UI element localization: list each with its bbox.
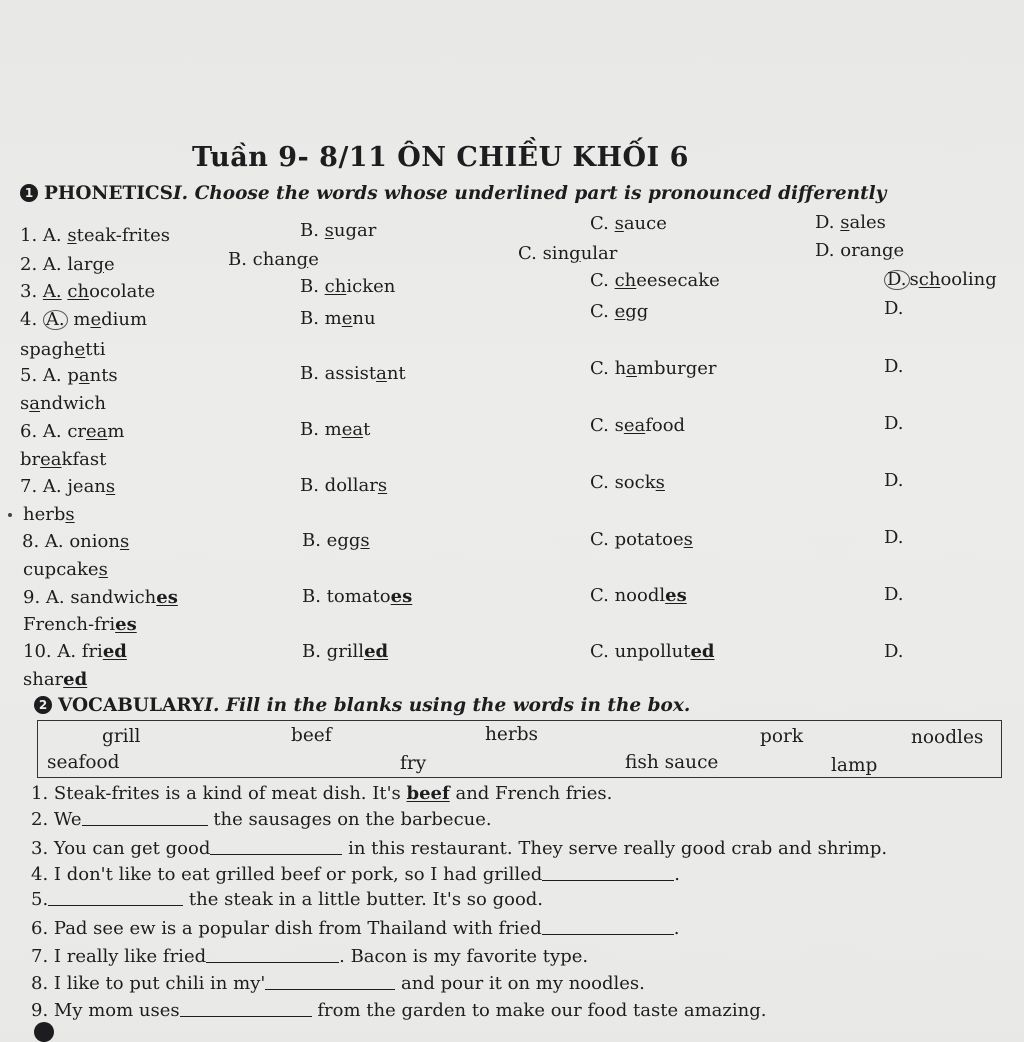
text-segment: g [882,240,894,261]
text-segment: from the garden to make our food taste amazing. [317,1000,767,1021]
text-segment: ndwich [39,393,106,414]
text-segment: 7. A. jean [20,476,106,497]
text-segment: B. tomato [302,586,391,607]
q6-option-d [20,449,106,470]
section-1-heading [20,183,886,204]
text-segment: 3. You can get good [31,838,211,859]
sentence-1-answer: beef [406,783,450,804]
q2-option-c [518,243,617,264]
text-segment: the steak in a little butter. It's so good. [188,889,544,910]
text-segment: e [74,339,86,360]
word-herbs: herbs [485,724,539,745]
text-segment: dium [101,309,148,330]
blank-3[interactable] [210,838,342,855]
q4-option-d-label: D. [884,298,904,319]
section-1-label: PHONETICS [44,183,174,204]
text-segment: g [569,243,581,264]
text-segment: 8. I like to put chili in my' [31,973,266,994]
blank-2[interactable] [82,809,208,826]
q1-option-b [300,220,376,241]
blank-4[interactable] [542,864,674,881]
text-segment: s [105,476,116,497]
answer-circle: D. [884,270,910,290]
text-segment: e [103,254,115,275]
q10-option-d [23,669,87,690]
q6-option-c [590,415,685,436]
q7-option-a [20,476,115,497]
q3-option-a [20,281,155,302]
text-segment: nu [352,308,376,329]
text-segment: s [614,213,624,234]
q8-option-d-label: D. [884,527,904,548]
text-segment: B. chan [228,249,297,270]
q10-option-d-label: D. [884,641,904,662]
text-segment: kfast [61,449,107,470]
sentence-2 [31,809,492,830]
text-segment: shar [23,669,64,690]
q2-option-d [815,240,904,261]
text-segment: ocolate [89,281,156,302]
q9-option-a [23,587,178,608]
text-segment: C. s [590,415,624,436]
word-box [37,720,1002,778]
q5-option-c [590,358,716,379]
text-segment: . [673,918,680,939]
sentence-8 [31,973,645,994]
text-segment: 9. My mom uses [31,1000,180,1021]
text-segment: ea [341,419,364,440]
sentence-4 [31,864,680,885]
text-segment: e [308,249,319,270]
section-2-badge: 2 [34,696,52,714]
word-beef: beef [291,725,332,746]
section-3-badge-cut [34,1022,54,1042]
text-segment: s [377,475,388,496]
q1-option-d [815,212,886,233]
q5-option-a [20,365,118,386]
text-segment: C. h [590,358,627,379]
text-segment: t [363,419,371,440]
section-1-instruction: I. Choose the words whose underlined part is pronounced differently [173,183,887,204]
q9-option-d-label: D. [884,584,904,605]
text-segment: s [840,212,850,233]
text-segment: e [893,240,905,261]
text-segment: C. potatoe [590,529,684,550]
q1-option-c [590,213,667,234]
q4-option-a [20,309,147,330]
blank-9[interactable] [180,1000,312,1017]
text-segment: e [614,301,626,322]
text-segment: C. unpollut [590,641,691,662]
text-segment: 2. We [31,809,82,830]
sentence-5 [31,889,543,910]
text-segment: m [107,421,125,442]
text-segment: 4. I don't like to eat grilled beef or pork, so I had grilled [31,864,543,885]
q3-option-c [590,270,720,291]
word-seafood: seafood [47,752,120,773]
sentence-7 [31,946,588,967]
text-segment: nt [386,363,406,384]
q2-option-a [20,254,115,275]
q6-option-d-label: D. [884,413,904,434]
text-segment: s [360,530,370,551]
q4-option-b [300,308,376,329]
section-2-instruction: I. Fill in the blanks using the words in the box. [204,695,691,716]
text-segment: s [67,225,77,246]
word-pork: pork [760,726,804,747]
text-segment: ch [67,281,90,302]
text-segment: s [683,529,693,550]
text-segment: a [376,363,387,384]
text-segment: nts [89,365,118,386]
text-segment: gg [625,301,649,322]
q10-option-c [590,641,715,662]
sentence-3 [31,838,887,859]
text-segment: ales [849,212,886,233]
word-lamp: lamp [831,755,878,776]
sentence-6 [31,918,679,939]
text-segment: icken [346,276,396,297]
q10-option-b [302,641,388,662]
text-segment: D. [815,212,841,233]
text-segment: es [156,587,178,608]
text-segment: eesecake [636,270,720,291]
q9-option-c [590,585,687,606]
word-grill: grill [102,726,141,747]
text-segment: B. [300,276,325,297]
text-segment: 6. Pad see ew is a popular dish from Thailand with fried [31,918,542,939]
text-segment: 10. A. fri [23,641,103,662]
text-segment: C. [590,270,615,291]
text-segment: the sausages on the barbecue. [213,809,492,830]
text-segment: French-fri [23,614,116,635]
q6-option-a [20,421,125,442]
text-segment: B. m [300,419,342,440]
text-segment: food [645,415,686,436]
q10-option-a [23,641,127,662]
text-segment: B. egg [302,530,361,551]
stray-dot [8,513,12,517]
text-segment: mburger [636,358,717,379]
blank-8[interactable] [265,973,395,990]
sentence-9 [31,1000,766,1021]
text-segment: cupcake [23,559,99,580]
text-segment: m [67,309,91,330]
answer-circle: A. [43,310,68,330]
blank-5[interactable] [48,889,183,906]
q4-option-d [20,339,106,360]
q1-option-a [20,225,170,246]
section-2-label: VOCABULARY [58,695,205,716]
q4-option-c [590,301,648,322]
text-segment: es [115,614,137,635]
text-segment: ea [86,421,108,442]
q7-option-d [23,504,75,525]
text-segment: and French fries. [449,783,613,804]
text-segment: C. [590,213,615,234]
text-segment: s [98,559,108,580]
sentence-1 [31,783,612,804]
q8-option-d [23,559,108,580]
text-segment: ea [623,415,646,436]
q8-option-a [22,531,129,552]
text-segment: es [665,585,687,606]
q5-option-d-label: D. [884,356,904,377]
text-segment: s [324,220,334,241]
text-segment: C. sin [518,243,570,264]
q8-option-b [302,530,370,551]
text-segment: ed [364,641,389,662]
text-segment: 1. Steak-frites is a kind of meat dish. It's [31,783,407,804]
text-segment: ch [614,270,637,291]
text-segment: a [29,393,40,414]
text-segment: A. [42,281,62,302]
text-segment: 4. [20,309,43,330]
text-segment: 5. [31,889,49,910]
page-title: Tuần 9- 8/11 ÔN CHIỀU KHỐI 6 [192,142,689,173]
q9-option-d [23,614,137,635]
q7-option-d-label: D. [884,470,904,491]
text-segment: spagh [20,339,75,360]
text-segment: ed [63,669,88,690]
section-1-badge: 1 [20,184,38,202]
word-fish-sauce: fish sauce [625,752,719,773]
text-segment: auce [623,213,667,234]
text-segment: e [90,309,102,330]
section-2-heading [34,695,690,716]
q7-option-c [590,472,665,493]
text-segment: B. grill [302,641,365,662]
text-segment: tti [85,339,106,360]
text-segment: . [674,864,680,885]
q8-option-c [590,529,693,550]
text-segment: ed [690,641,715,662]
text-segment: ugar [333,220,377,241]
text-segment: C. noodl [590,585,666,606]
q3-option-b [300,276,395,297]
text-segment: in this restaurant. They serve really good crab and shrimp. [348,838,888,859]
text-segment: B. m [300,308,342,329]
q3-option-d [884,269,997,290]
text-segment: teak-frites [76,225,171,246]
text-segment: ch [324,276,347,297]
text-segment: ular [580,243,618,264]
text-segment: s [65,504,75,525]
text-segment: C. [590,301,615,322]
text-segment: D. oran [815,240,882,261]
text-segment: ooling [940,269,997,290]
text-segment: 3. [20,281,43,302]
text-segment: 5. A. p [20,365,79,386]
word-noodles: noodles [911,727,984,748]
q7-option-b [300,475,387,496]
text-segment: s [119,531,130,552]
text-segment: es [390,586,413,607]
text-segment: . Bacon is my favorite type. [339,946,589,967]
text-segment: s [909,269,919,290]
text-segment: 1. A. [20,225,68,246]
text-segment: e [341,308,353,329]
text-segment: B. assist [300,363,377,384]
text-segment: 9. A. sandwich [23,587,157,608]
text-segment: C. sock [590,472,656,493]
q5-option-d [20,393,106,414]
text-segment: 6. A. cr [20,421,87,442]
q6-option-b [300,419,370,440]
text-segment: br [20,449,41,470]
blank-7[interactable] [206,946,339,963]
text-segment: B. [300,220,325,241]
text-segment: B. dollar [300,475,378,496]
text-segment: ea [40,449,62,470]
text-segment: 8. A. onion [22,531,120,552]
text-segment: herb [23,504,66,525]
text-segment: ch [918,269,941,290]
text-segment: g [296,249,309,270]
text-segment: 7. I really like fried [31,946,207,967]
q9-option-b [302,586,412,607]
blank-6[interactable] [542,918,674,935]
word-fry: fry [400,753,427,774]
text-segment: a [78,365,90,386]
text-segment: g [92,254,104,275]
q2-option-b [228,249,319,270]
text-segment: and pour it on my noodles. [401,973,645,994]
text-segment: ed [102,641,127,662]
text-segment: 2. A. lar [20,254,93,275]
text-segment: s [20,393,30,414]
q5-option-b [300,363,406,384]
text-segment: s [655,472,665,493]
text-segment: a [626,358,637,379]
